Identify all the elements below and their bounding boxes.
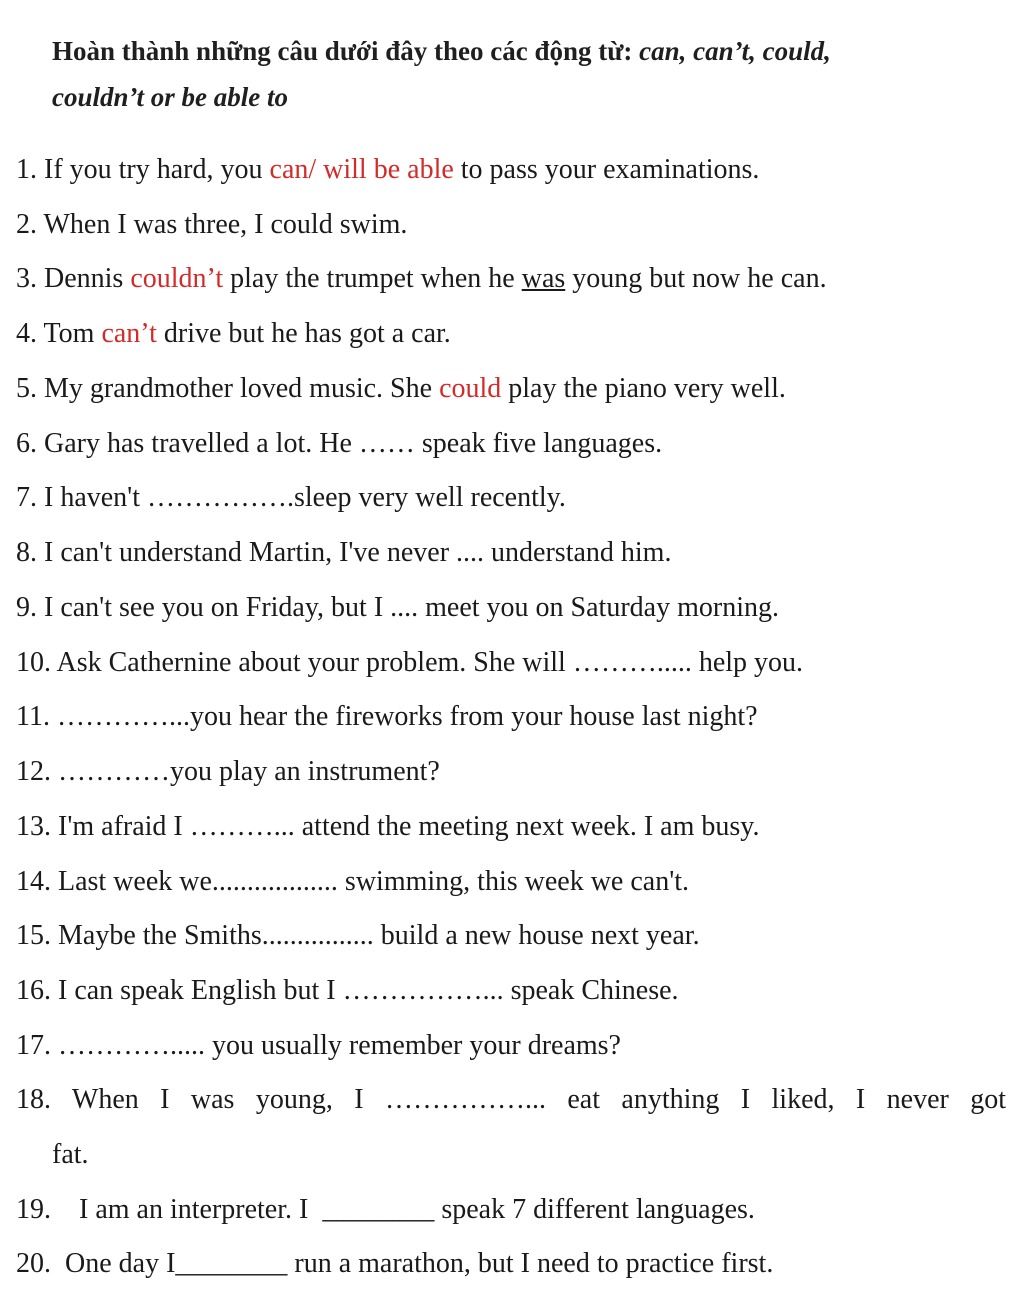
answer-text: can’t [101, 318, 157, 349]
item-number: 14. [16, 866, 58, 897]
item-number: 18. [16, 1084, 72, 1115]
item-number: 8. [16, 537, 44, 568]
item-number: 13. [16, 811, 58, 842]
sentence-text: Last week we.................. swimming, this week we can't. [58, 866, 690, 897]
sentence-text: I haven't …………….sleep very well recently. [44, 482, 566, 513]
item-number: 6. [16, 428, 44, 459]
sentence-15 [16, 919, 1011, 953]
answer-text: can/ will be able [269, 154, 454, 185]
sentence-3 [16, 262, 1011, 296]
item-number: 17. [16, 1030, 58, 1061]
sentence-18 [16, 1083, 1006, 1117]
item-number: 15. [16, 920, 58, 951]
sentence-18-continued [52, 1138, 952, 1172]
item-number: 20. [16, 1248, 65, 1279]
item-number: 9. [16, 592, 44, 623]
sentence-text: When I was three, I could swim. [43, 209, 408, 240]
sentence-text: I can't understand Martin, I've never .... understand him. [44, 537, 672, 568]
sentence-text: Dennis [44, 263, 131, 294]
sentence-12 [16, 755, 1011, 789]
sentence-text: My grandmother loved music. She [44, 373, 440, 404]
sentence-text: Maybe the Smiths................ build a new house next year. [58, 920, 700, 951]
sentence-7 [16, 481, 1011, 515]
item-number: 7. [16, 482, 44, 513]
sentence-text: I am an interpreter. I ________ speak 7 different languages. [79, 1194, 755, 1225]
sentence-20 [16, 1247, 1011, 1281]
sentence-text: young but now he can. [565, 263, 827, 294]
sentence-text: I can't see you on Friday, but I .... meet you on Saturday morning. [44, 592, 779, 623]
sentence-17 [16, 1029, 1011, 1063]
sentence-text: Gary has travelled a lot. He …… speak five languages. [44, 428, 663, 459]
item-number: 16. [16, 975, 58, 1006]
sentence-text: drive but he has got a car. [156, 318, 451, 349]
instruction-verbs-1: can, can’t, could, [639, 36, 831, 66]
instruction-prefix: Hoàn thành những câu dưới đây theo các động từ: [52, 36, 640, 66]
sentence-text: I can speak English but I ……………... speak Chinese. [58, 975, 679, 1006]
sentence-6 [16, 427, 1011, 461]
underlined-word: was [521, 263, 566, 294]
sentence-text: When I was young, I ……………... eat anything I liked, I never got [71, 1084, 1007, 1115]
item-number: 1. [16, 154, 44, 185]
sentence-text: Ask Cathernine about your problem. She will ………..... help you. [56, 647, 804, 678]
answer-text: could [439, 373, 502, 404]
sentence-text: to pass your examinations. [453, 154, 760, 185]
sentence-16 [16, 974, 1011, 1008]
sentence-11 [16, 700, 1011, 734]
answer-text: couldn’t [130, 263, 224, 294]
sentence-5 [16, 372, 1011, 406]
item-number: 11. [16, 701, 57, 732]
item-number: 19. [16, 1194, 79, 1225]
exercise-instruction [52, 28, 1002, 120]
sentence-text: If you try hard, you [44, 154, 270, 185]
sentence-13 [16, 810, 1011, 844]
sentence-19 [16, 1193, 1011, 1227]
sentence-text: …………..... you usually remember your dreams? [58, 1030, 621, 1061]
item-number: 5. [16, 373, 44, 404]
sentence-text: fat. [52, 1139, 89, 1170]
sentence-14 [16, 865, 1011, 899]
item-number: 2. [16, 209, 44, 240]
item-number: 3. [16, 263, 44, 294]
sentence-text: I'm afraid I ………... attend the meeting next week. I am busy. [58, 811, 760, 842]
sentence-text: play the piano very well. [501, 373, 786, 404]
item-number: 10. [16, 647, 57, 678]
sentence-text: Tom [43, 318, 102, 349]
sentence-10 [16, 646, 1011, 680]
sentence-text: …………you play an instrument? [58, 756, 440, 787]
sentence-text: play the trumpet when he [223, 263, 522, 294]
sentence-4 [16, 317, 1011, 351]
sentence-text: One day I________ run a marathon, but I need to practice first. [65, 1248, 774, 1279]
sentence-1 [16, 153, 1011, 187]
instruction-verbs-2: couldn’t or be able to [52, 82, 288, 112]
sentence-9 [16, 591, 1011, 625]
sentence-text: …………...you hear the fireworks from your house last night? [56, 701, 758, 732]
item-number: 4. [16, 318, 44, 349]
sentence-2 [16, 208, 1011, 242]
item-number: 12. [16, 756, 58, 787]
sentence-8 [16, 536, 1011, 570]
